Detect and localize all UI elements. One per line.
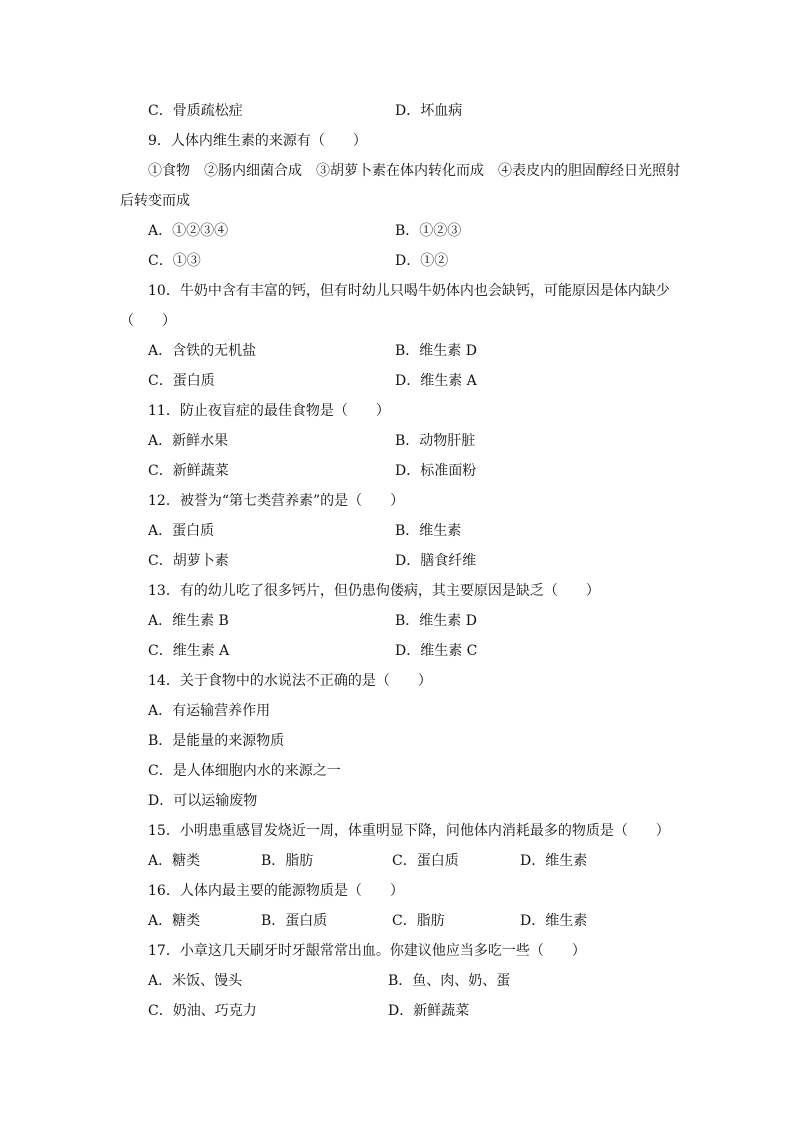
q10-option-a: A．含铁的无机盐 <box>148 343 257 359</box>
q10-stem-line-2: （ ） <box>120 313 176 329</box>
q16-option-d: D．维生素 <box>520 913 588 929</box>
q13-option-b: B．维生素 D <box>395 613 477 629</box>
q15-option-c: C．蛋白质 <box>392 853 459 869</box>
q8-option-d: D．坏血病 <box>395 103 463 119</box>
q16-option-b: B．蛋白质 <box>261 913 328 929</box>
q10-option-c: C．蛋白质 <box>148 373 215 389</box>
q9-option-b: B．①②③ <box>395 223 462 239</box>
q14-option-c: C．是人体细胞内水的来源之一 <box>148 763 341 779</box>
q17-option-a: A．米饭、馒头 <box>148 973 243 989</box>
q10-option-b: B．维生素 D <box>395 343 477 359</box>
q12-option-c: C．胡萝卜素 <box>148 553 229 569</box>
q12-option-a: A．蛋白质 <box>148 523 215 539</box>
q14-option-d: D．可以运输废物 <box>148 793 258 809</box>
q14-option-a: A．有运输营养作用 <box>148 703 271 719</box>
q15-option-b: B．脂肪 <box>261 853 314 869</box>
q16-option-c: C．脂肪 <box>392 913 445 929</box>
q13-option-d: D．维生素 C <box>395 643 478 659</box>
q11-option-d: D．标准面粉 <box>395 463 477 479</box>
q14-option-b: B．是能量的来源物质 <box>148 733 285 749</box>
q11-option-b: B．动物肝脏 <box>395 433 476 449</box>
q17-option-d: D．新鲜蔬菜 <box>388 1003 470 1019</box>
q15-option-a: A．糖类 <box>148 853 201 869</box>
q9-option-c: C．①③ <box>148 253 201 269</box>
q12-option-b: B．维生素 <box>395 523 462 539</box>
q15-stem: 15．小明患重感冒发烧近一周，体重明显下降，问他体内消耗最多的物质是（ ） <box>148 823 670 839</box>
q10-stem-line-1: 10．牛奶中含有丰富的钙，但有时幼儿只喝牛奶体内也会缺钙，可能原因是体内缺少 <box>148 283 670 299</box>
q9-stem: 9．人体内维生素的来源有（ ） <box>148 133 367 149</box>
q9-option-d: D．①② <box>395 253 449 269</box>
q11-option-c: C．新鲜蔬菜 <box>148 463 229 479</box>
q13-option-a: A．维生素 B <box>148 613 229 629</box>
q14-stem: 14．关于食物中的水说法不正确的是（ ） <box>148 673 432 689</box>
q13-stem: 13．有的幼儿吃了很多钙片，但仍患佝偻病，其主要原因是缺乏（ ） <box>148 583 600 599</box>
q12-stem: 12．被誉为“第七类营养素”的是（ ） <box>148 493 405 509</box>
q11-option-a: A．新鲜水果 <box>148 433 229 449</box>
q9-items-line-1: ①食物 ②肠内细菌合成 ③胡萝卜素在体内转化而成 ④表皮内的胆固醇经日光照射 <box>148 163 680 179</box>
q12-option-d: D．膳食纤维 <box>395 553 477 569</box>
q9-items-line-2: 后转变而成 <box>120 193 190 209</box>
q16-option-a: A．糖类 <box>148 913 201 929</box>
q8-option-c: C．骨质疏松症 <box>148 103 243 119</box>
q10-option-d: D．维生素 A <box>395 373 477 389</box>
q17-option-b: B．鱼、肉、奶、蛋 <box>388 973 511 989</box>
q17-stem: 17．小章这几天刷牙时牙龈常常出血。你建议他应当多吃一些（ ） <box>148 943 586 959</box>
q13-option-c: C．维生素 A <box>148 643 230 659</box>
q17-option-c: C．奶油、巧克力 <box>148 1003 257 1019</box>
q15-option-d: D．维生素 <box>520 853 588 869</box>
q16-stem: 16．人体内最主要的能源物质是（ ） <box>148 883 404 899</box>
q11-stem: 11．防止夜盲症的最佳食物是（ ） <box>148 403 390 419</box>
q9-option-a: A．①②③④ <box>148 223 229 239</box>
